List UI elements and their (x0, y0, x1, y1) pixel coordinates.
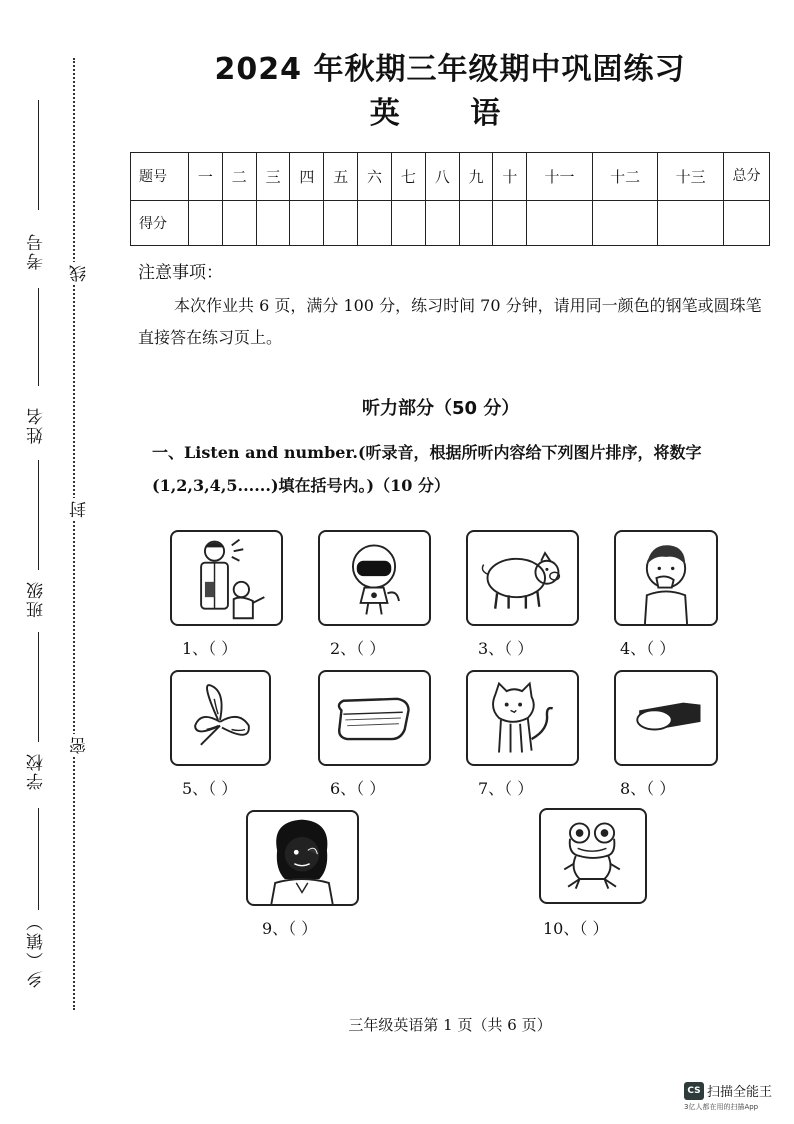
picture-8 (614, 670, 718, 766)
section-title: 听力部分（50 分） (362, 398, 520, 419)
picture-1-label: 1、（ ） (182, 639, 238, 658)
picture-4 (614, 530, 718, 626)
score-col-9: 九 (459, 153, 493, 201)
scanner-tagline: 3亿人都在用的扫描App (684, 1103, 759, 1111)
picture-2 (318, 530, 431, 626)
score-cell (324, 200, 358, 245)
name-label: 姓名 (27, 406, 47, 444)
eraser-block-icon (616, 672, 716, 764)
score-cell (189, 200, 223, 245)
question-1-instructions: 一、Listen and number.(听录音，根据所听内容给下列图片排序，将数字(1,2,3,4,5......)填在括号内。)（10 分） (152, 443, 702, 495)
score-col-6: 六 (358, 153, 392, 201)
scanner-name: 扫描全能王 (707, 1085, 773, 1100)
picture-3 (466, 530, 579, 626)
seal-word-secret: 密 (67, 734, 92, 757)
page-footer: 三年级英语第 1 页（共 6 页） (348, 1016, 552, 1034)
seal-dotted-line (73, 58, 75, 1010)
name-line (38, 288, 39, 386)
notes-text: 本次作业共 6 页，满分 100 分，练习时间 70 分钟，请用同一颜色的钢笔或圆珠笔直接答在练习页上。 (138, 296, 762, 347)
robot-icon (320, 532, 429, 624)
cat-icon (468, 672, 577, 764)
score-cell (527, 200, 593, 245)
picture-4-label: 4、（ ） (620, 639, 676, 658)
score-col-1: 一 (189, 153, 223, 201)
score-cell (222, 200, 256, 245)
score-cell (290, 200, 324, 245)
score-cell (493, 200, 527, 245)
score-cell (459, 200, 493, 245)
picture-10-label: 10、（ ） (543, 919, 609, 938)
picture-9-label: 9、（ ） (262, 919, 318, 938)
school-line (38, 632, 39, 742)
picture-6-label: 6、（ ） (330, 779, 386, 798)
picture-10 (539, 808, 647, 904)
score-cell (358, 200, 392, 245)
score-label: 得分 (131, 200, 189, 245)
town-line (38, 808, 39, 910)
question-number-label: 题号 (131, 153, 189, 201)
picture-3-label: 3、（ ） (478, 639, 534, 658)
school-label: 学校 (27, 752, 47, 790)
score-cell (724, 200, 770, 245)
scanner-watermark (684, 1080, 772, 1112)
picture-7-label: 7、（ ） (478, 779, 534, 798)
class-label: 班级 (27, 580, 47, 618)
picture-8-label: 8、（ ） (620, 779, 676, 798)
picture-2-label: 2、（ ） (330, 639, 386, 658)
exam-no-label: 考号 (27, 232, 47, 270)
boy-mouth-icon (616, 532, 716, 624)
score-cell (391, 200, 425, 245)
pig-icon (468, 532, 577, 624)
total-label: 总分 (724, 153, 770, 201)
seal-word-seal: 封 (67, 498, 92, 521)
score-col-5: 五 (324, 153, 358, 201)
score-table-header-row (131, 153, 770, 201)
score-col-13: 十三 (658, 153, 724, 201)
score-col-3: 三 (256, 153, 290, 201)
scanner-logo: CS (684, 1082, 704, 1100)
picture-1 (170, 530, 283, 626)
score-col-11: 十一 (527, 153, 593, 201)
butterfly-icon (172, 672, 269, 764)
score-cell (425, 200, 459, 245)
score-table (130, 152, 770, 246)
page-title: 2024 年秋期三年级期中巩固练习 (214, 52, 686, 87)
score-col-8: 八 (425, 153, 459, 201)
score-col-2: 二 (222, 153, 256, 201)
score-col-7: 七 (391, 153, 425, 201)
class-line (38, 460, 39, 570)
score-cell (592, 200, 658, 245)
picture-6 (318, 670, 431, 766)
score-col-12: 十二 (592, 153, 658, 201)
notes-title: 注意事项： (138, 263, 223, 283)
score-table-score-row (131, 200, 770, 245)
frog-icon (541, 810, 645, 902)
seal-word-line: 线 (67, 262, 92, 285)
score-cell (658, 200, 724, 245)
town-label: 乡（镇） (27, 912, 47, 988)
score-col-4: 四 (290, 153, 324, 201)
score-col-10: 十 (493, 153, 527, 201)
eraser-icon (320, 672, 429, 764)
score-cell (256, 200, 290, 245)
picture-7 (466, 670, 579, 766)
picture-9 (246, 810, 359, 906)
picture-5 (170, 670, 271, 766)
picture-5-label: 5、（ ） (182, 779, 238, 798)
subject-title: 英 语 (369, 96, 531, 131)
teacher-student-icon (172, 532, 281, 624)
girl-eye-icon (248, 812, 357, 904)
